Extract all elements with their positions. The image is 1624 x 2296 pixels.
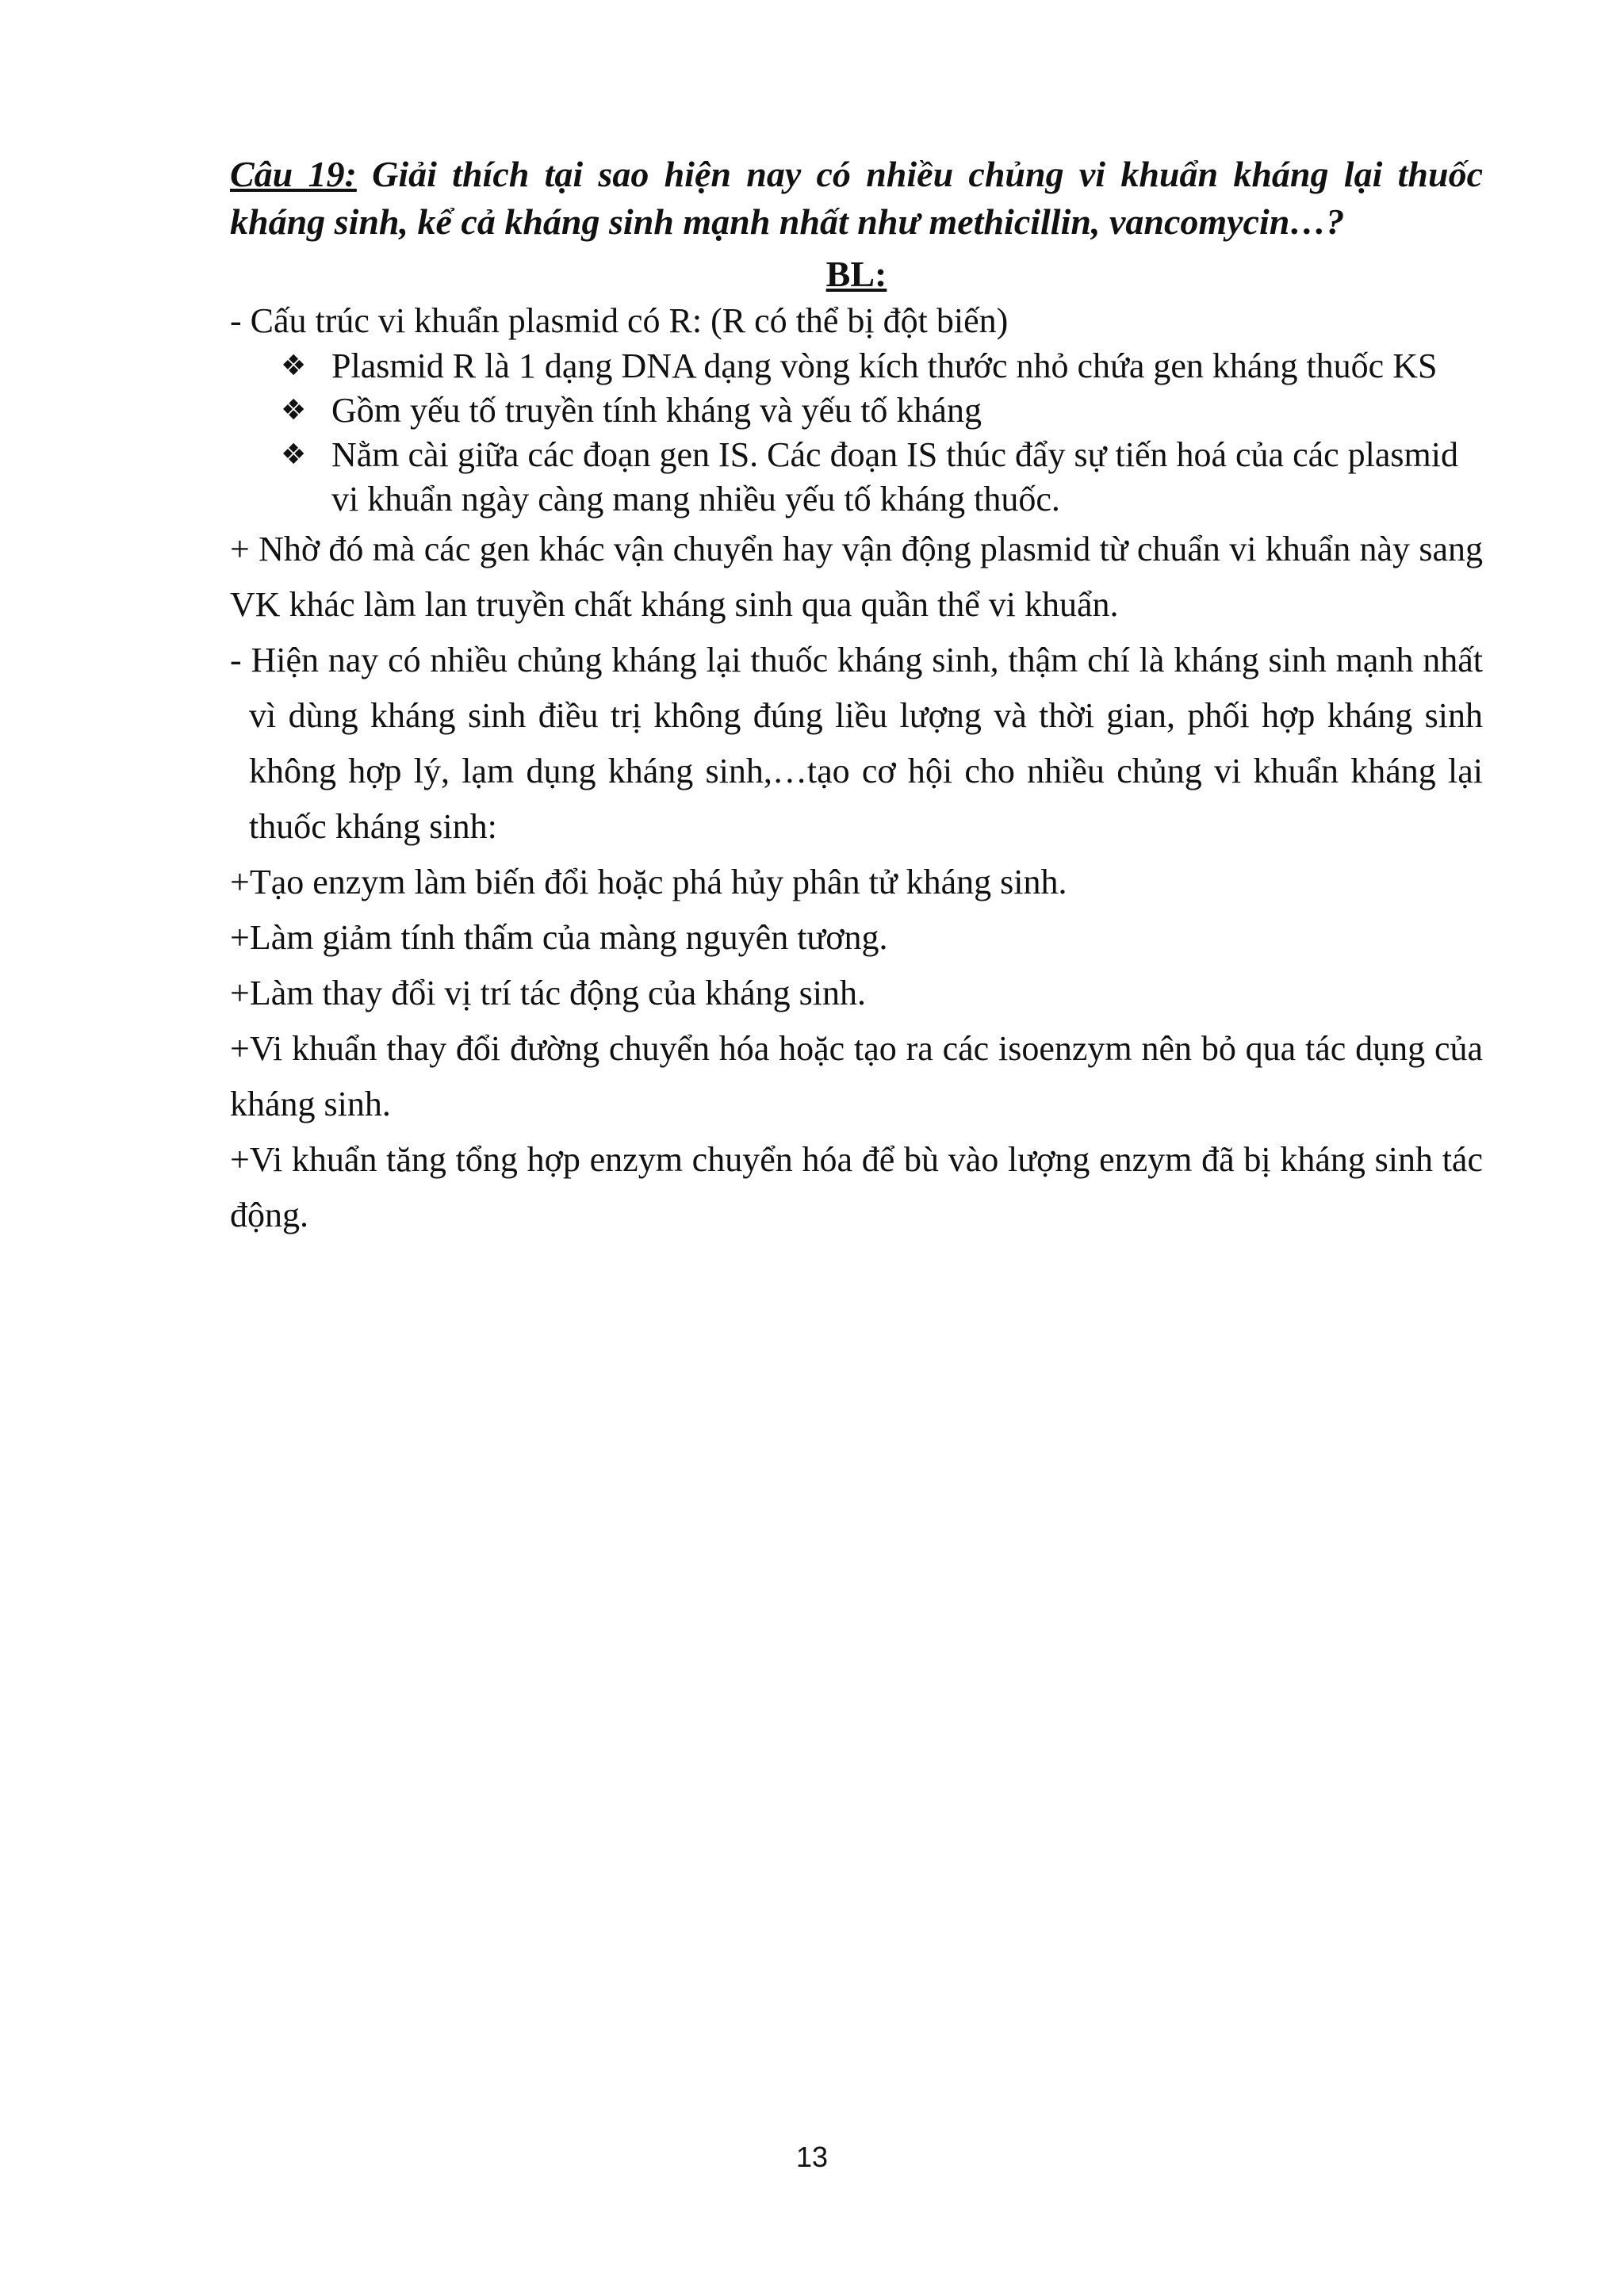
mechanism-item: +Vi khuẩn thay đổi đường chuyển hóa hoặc tạo ra các isoenzym nên bỏ qua tác dụng của kháng sinh. — [230, 1029, 1483, 1123]
bullet-text: Plasmid R là 1 dạng DNA dạng vòng kích thước nhỏ chứa gen kháng thuốc KS — [331, 346, 1438, 385]
document-page — [230, 151, 1483, 1243]
bullet-item — [281, 344, 1483, 388]
answer-heading: BL: — [825, 254, 887, 294]
bullet-item — [281, 433, 1483, 522]
mechanism-item: +Tạo enzym làm biến đổi hoặc phá hủy phân tử kháng sinh. — [230, 863, 1067, 901]
diamond-bullet-icon: ❖ — [281, 350, 307, 382]
mechanism-item: +Làm thay đổi vị trí tác động của kháng sinh. — [230, 974, 866, 1012]
bullet-text: Gồm yếu tố truyền tính kháng và yếu tố kháng — [331, 391, 982, 430]
transfer-paragraph: + Nhờ đó mà các gen khác vận chuyển hay vận động plasmid từ chuẩn vi khuẩn này sang VK khác làm lan truyền chất kháng sinh qua quần thể vi khuẩn. — [230, 530, 1483, 624]
question-text: Giải thích tại sao hiện nay có nhiều chủng vi khuẩn kháng lại thuốc kháng sinh, kể cả kháng sinh mạnh nhất như methicillin, vancomycin…? — [230, 154, 1483, 242]
page-number: 13 — [795, 2141, 829, 2173]
bullet-text: Nằm cài giữa các đoạn gen IS. Các đoạn IS thúc đẩy sự tiến hoá của các plasmid vi khuẩn ngày càng mang nhiều yếu tố kháng thuốc. — [331, 435, 1458, 519]
plasmid-bullet-list — [230, 344, 1483, 522]
question-label: Câu 19: — [230, 154, 357, 194]
diamond-bullet-icon: ❖ — [281, 438, 307, 471]
structure-line: - Cấu trúc vi khuẩn plasmid có R: (R có thể bị đột biến) — [230, 301, 1009, 340]
diamond-bullet-icon: ❖ — [281, 394, 307, 427]
bullet-item — [281, 388, 1483, 433]
question-heading — [230, 151, 1483, 246]
mechanism-item: +Vi khuẩn tăng tổng hợp enzym chuyển hóa để bù vào lượng enzym đã bị kháng sinh tác động. — [230, 1140, 1483, 1234]
current-situation-paragraph: - Hiện nay có nhiều chủng kháng lại thuốc kháng sinh, thậm chí là kháng sinh mạnh nhất vì dùng kháng sinh điều trị không đúng liều lượng và thời gian, phối hợp kháng sinh không hợp lý, lạm dụng kháng sinh,…tạo cơ hội cho nhiều chủng vi khuẩn kháng lại thuốc kháng sinh: — [230, 641, 1483, 846]
mechanism-item: +Làm giảm tính thấm của màng nguyên tương. — [230, 918, 888, 957]
